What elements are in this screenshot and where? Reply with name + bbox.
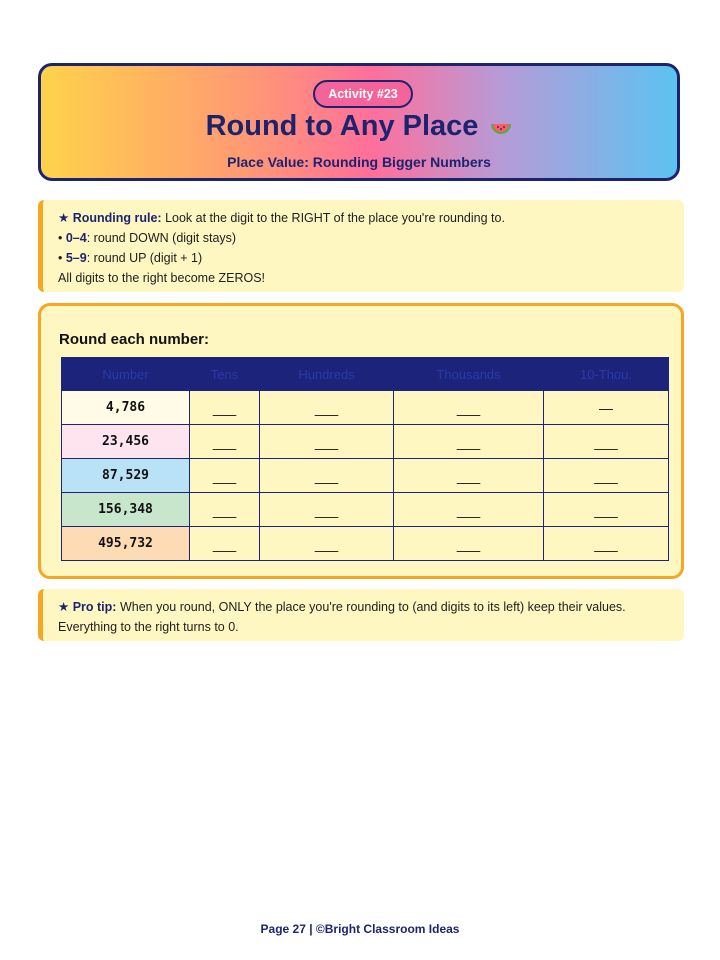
- column-header: Hundreds: [260, 358, 394, 391]
- exercise-title: Round each number:: [59, 331, 210, 348]
- answer-blank[interactable]: ___: [544, 493, 669, 527]
- answer-blank[interactable]: ___: [260, 493, 394, 527]
- page-title: [41, 110, 677, 143]
- answer-blank[interactable]: ___: [190, 493, 260, 527]
- rule-line-2: • 0–4: round DOWN (digit stays): [58, 231, 237, 245]
- number-cell: 4,786: [62, 391, 190, 425]
- answer-blank[interactable]: ___: [544, 425, 669, 459]
- answer-blank[interactable]: ___: [190, 391, 260, 425]
- table-row: [62, 391, 669, 425]
- column-header: Number: [62, 358, 190, 391]
- exercise-panel: [38, 303, 684, 579]
- rounding-rule-box: [38, 200, 684, 292]
- rule-range-up: 5–9: [65, 251, 87, 265]
- page-title-text: Round to Any Place: [205, 110, 479, 142]
- column-header: 10-Thou.: [544, 358, 669, 391]
- answer-blank[interactable]: ___: [544, 527, 669, 561]
- answer-blank[interactable]: ___: [260, 391, 394, 425]
- answer-blank[interactable]: ___: [190, 459, 260, 493]
- answer-blank[interactable]: ___: [394, 493, 544, 527]
- table-header-row: [62, 358, 669, 391]
- rule-label: Rounding rule:: [72, 211, 162, 225]
- rounding-table: [61, 357, 669, 561]
- tip-label: Pro tip:: [72, 600, 117, 614]
- answer-blank[interactable]: ___: [260, 459, 394, 493]
- activity-badge: Activity #23: [313, 80, 413, 108]
- answer-blank[interactable]: ___: [394, 527, 544, 561]
- answer-blank[interactable]: —: [544, 391, 669, 425]
- page-footer: Page 27 | ©Bright Classroom Ideas: [260, 922, 460, 936]
- number-cell: 23,456: [62, 425, 190, 459]
- table-row: [62, 425, 669, 459]
- watermelon-icon: [490, 123, 512, 135]
- rule-down-text: : round DOWN (digit stays): [86, 231, 237, 245]
- column-header: Tens: [190, 358, 260, 391]
- pro-tip-box: [38, 589, 684, 641]
- number-cell: 87,529: [62, 459, 190, 493]
- star-icon: ★: [58, 211, 70, 225]
- rule-up-text: : round UP (digit + 1): [86, 251, 203, 265]
- answer-blank[interactable]: ___: [190, 527, 260, 561]
- rule-line-1: [58, 208, 672, 228]
- rule-range-down: 0–4: [65, 231, 87, 245]
- rule-line-3: • 5–9: round UP (digit + 1): [58, 251, 203, 265]
- table-row: [62, 493, 669, 527]
- number-cell: 495,732: [62, 527, 190, 561]
- activity-header: [38, 63, 680, 181]
- table-row: [62, 459, 669, 493]
- answer-blank[interactable]: ___: [260, 527, 394, 561]
- answer-blank[interactable]: ___: [394, 459, 544, 493]
- number-cell: 156,348: [62, 493, 190, 527]
- answer-blank[interactable]: ___: [394, 425, 544, 459]
- tip-text: When you round, ONLY the place you're rounding to (and digits to its left) keep their values. Everything to the right turns to 0.: [58, 600, 626, 634]
- answer-blank[interactable]: ___: [190, 425, 260, 459]
- answer-blank[interactable]: ___: [544, 459, 669, 493]
- rule-line-4: All digits to the right become ZEROS!: [58, 271, 266, 285]
- page-subtitle: Place Value: Rounding Bigger Numbers: [227, 154, 491, 170]
- answer-blank[interactable]: ___: [260, 425, 394, 459]
- star-icon: ★: [58, 600, 70, 614]
- rule-text: Look at the digit to the RIGHT of the place you're rounding to.: [165, 211, 505, 225]
- table-row: [62, 527, 669, 561]
- column-header: Thousands: [394, 358, 544, 391]
- answer-blank[interactable]: ___: [394, 391, 544, 425]
